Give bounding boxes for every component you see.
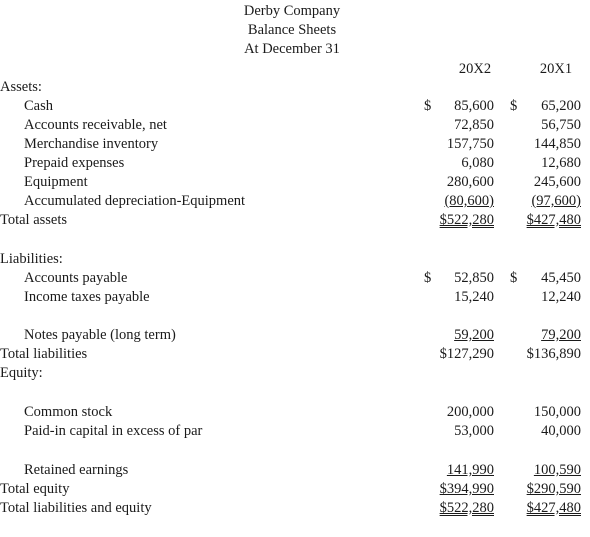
common-stock-current: 200,000 xyxy=(446,404,494,420)
total-liab-equity-prior: $427,480 xyxy=(526,500,581,516)
accounts-payable-dollar-prior: $ xyxy=(510,270,518,286)
statement-date: At December 31 xyxy=(244,41,340,57)
total-liab-equity-label: Total liabilities and equity xyxy=(0,500,152,516)
prepaid-row xyxy=(0,154,590,173)
cash-label: Cash xyxy=(24,98,53,114)
total-assets-prior: $427,480 xyxy=(526,212,581,228)
income-taxes-prior: 12,240 xyxy=(541,289,581,305)
accounts-payable-row xyxy=(0,269,590,288)
equipment-current: 280,600 xyxy=(446,174,494,190)
total-liabilities-label: Total liabilities xyxy=(0,346,88,362)
total-liab-equity-current: $522,280 xyxy=(439,500,494,516)
equipment-prior: 245,600 xyxy=(533,174,581,190)
assets-heading: Assets: xyxy=(0,79,42,95)
cash-row xyxy=(0,97,590,116)
income-taxes-current: 15,240 xyxy=(454,289,494,305)
retained-earnings-current: 141,990 xyxy=(446,462,494,478)
accounts-receivable-label: Accounts receivable, net xyxy=(24,117,167,133)
accounts-payable-current: 52,850 xyxy=(454,270,494,286)
accum-dep-prior: (97,600) xyxy=(531,193,581,209)
cash-prior: 65,200 xyxy=(541,98,581,114)
accounts-payable-dollar-current: $ xyxy=(424,270,432,286)
total-equity-label: Total equity xyxy=(0,481,70,497)
total-equity-current: $394,990 xyxy=(439,481,494,497)
retained-earnings-row xyxy=(0,461,590,480)
accum-dep-row xyxy=(0,192,590,211)
paid-in-capital-label: Paid-in capital in excess of par xyxy=(24,423,203,439)
equipment-row xyxy=(0,173,590,192)
prepaid-current: 6,080 xyxy=(461,155,494,171)
common-stock-row xyxy=(0,403,590,422)
accum-dep-current: (80,600) xyxy=(444,193,494,209)
year-header-current: 20X2 xyxy=(458,61,492,77)
paid-in-capital-current: 53,000 xyxy=(454,423,494,439)
inventory-current: 157,750 xyxy=(446,136,494,152)
equity-heading: Equity: xyxy=(0,365,43,381)
prepaid-prior: 12,680 xyxy=(541,155,581,171)
paid-in-capital-row xyxy=(0,422,590,441)
total-equity-prior: $290,590 xyxy=(526,481,581,497)
total-liabilities-prior: $136,890 xyxy=(526,346,581,362)
liabilities-heading: Liabilities: xyxy=(0,251,63,267)
total-liabilities-row xyxy=(0,345,590,364)
assets-heading-row xyxy=(0,78,590,97)
accounts-payable-prior: 45,450 xyxy=(541,270,581,286)
total-assets-current: $522,280 xyxy=(439,212,494,228)
company-name: Derby Company xyxy=(243,3,341,19)
total-equity-row xyxy=(0,480,590,499)
equipment-label: Equipment xyxy=(24,174,88,190)
retained-earnings-prior: 100,590 xyxy=(533,462,581,478)
common-stock-prior: 150,000 xyxy=(533,404,581,420)
total-liabilities-current: $127,290 xyxy=(439,346,494,362)
year-header-prior: 20X1 xyxy=(539,61,573,77)
inventory-prior: 144,850 xyxy=(533,136,581,152)
total-assets-row xyxy=(0,211,590,230)
accounts-receivable-current: 72,850 xyxy=(454,117,494,133)
paid-in-capital-prior: 40,000 xyxy=(541,423,581,439)
notes-payable-row xyxy=(0,326,590,345)
total-assets-label: Total assets xyxy=(0,212,68,228)
income-taxes-label: Income taxes payable xyxy=(24,289,150,305)
notes-payable-current: 59,200 xyxy=(454,327,494,343)
cash-current: 85,600 xyxy=(454,98,494,114)
accounts-receivable-prior: 56,750 xyxy=(541,117,581,133)
accounts-receivable-row xyxy=(0,116,590,135)
notes-payable-label: Notes payable (long term) xyxy=(24,327,176,343)
liabilities-heading-row xyxy=(0,250,590,269)
notes-payable-prior: 79,200 xyxy=(541,327,581,343)
inventory-label: Merchandise inventory xyxy=(24,136,159,152)
total-liab-equity-row xyxy=(0,499,590,518)
cash-dollar-prior: $ xyxy=(510,98,518,114)
statement-title: Balance Sheets xyxy=(247,22,337,38)
prepaid-label: Prepaid expenses xyxy=(24,155,125,171)
accounts-payable-label: Accounts payable xyxy=(24,270,128,286)
income-taxes-row xyxy=(0,288,590,307)
equity-heading-row xyxy=(0,364,590,383)
common-stock-label: Common stock xyxy=(24,404,113,420)
inventory-row xyxy=(0,135,590,154)
retained-earnings-label: Retained earnings xyxy=(24,462,129,478)
accum-dep-label: Accumulated depreciation-Equipment xyxy=(24,193,246,209)
cash-dollar-current: $ xyxy=(424,98,432,114)
